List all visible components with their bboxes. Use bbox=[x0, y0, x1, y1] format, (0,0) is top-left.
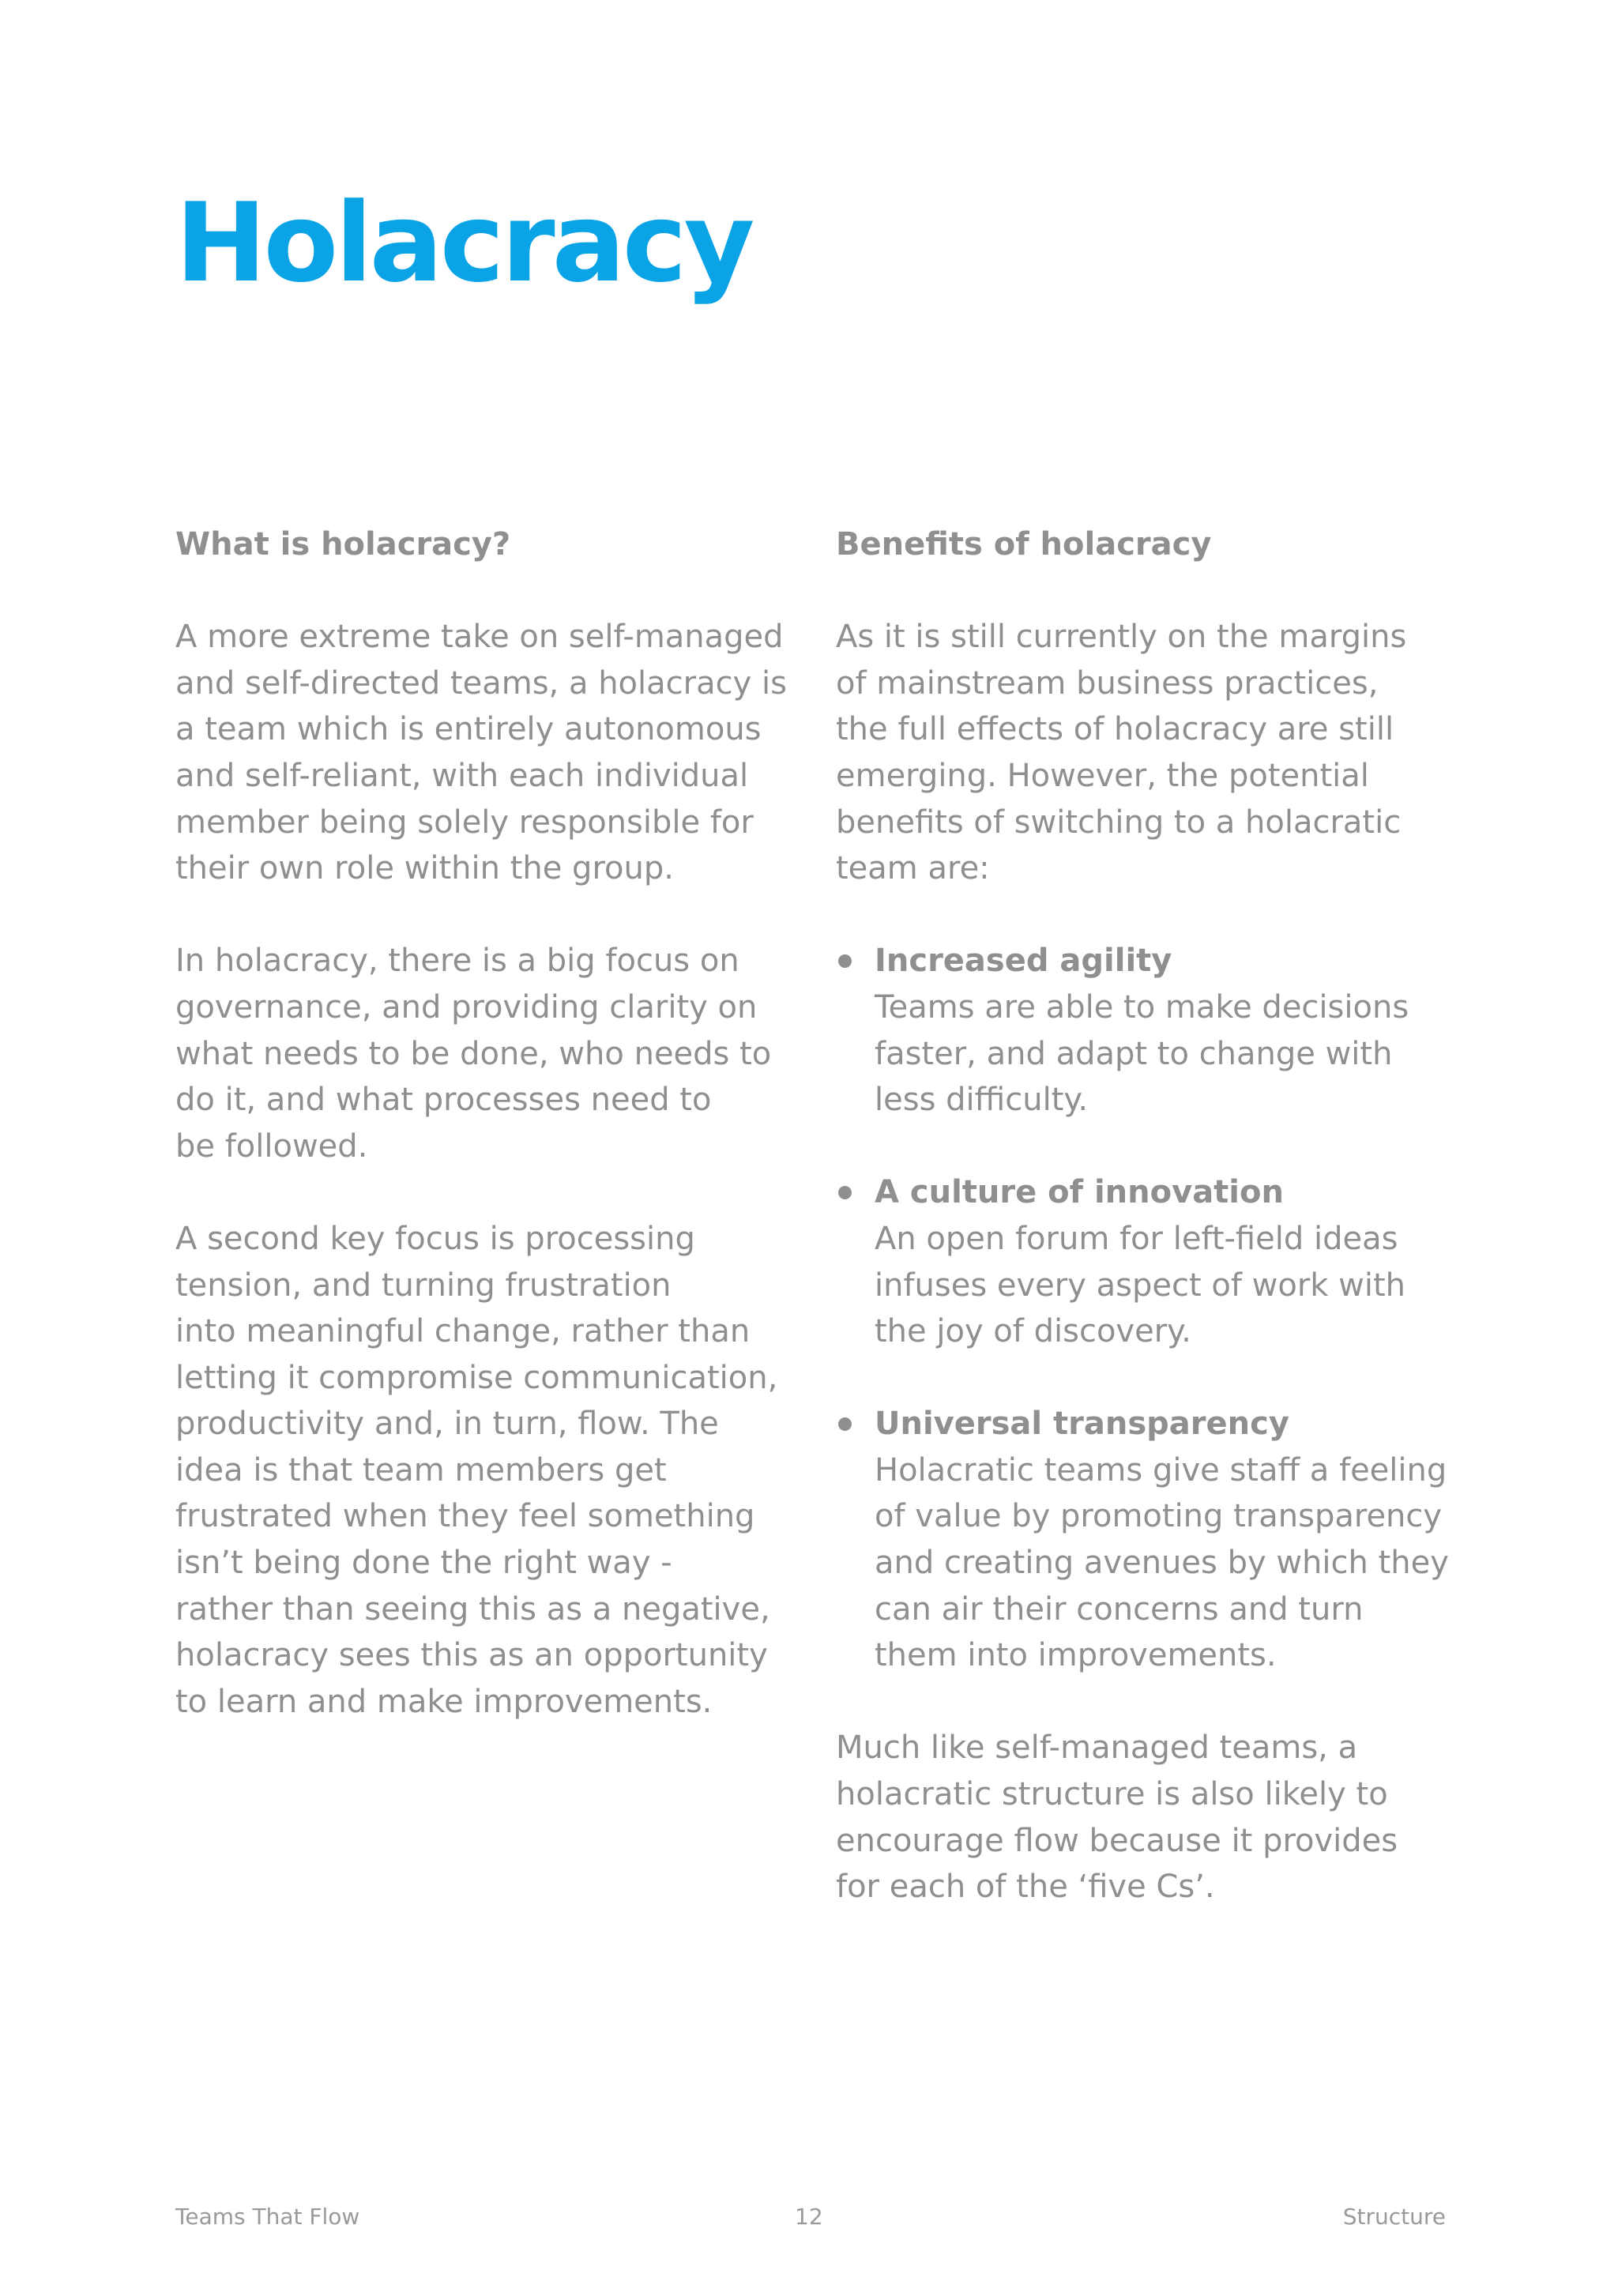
text-line: faster, and adapt to change with bbox=[875, 1035, 1393, 1072]
text-line: member being solely responsible for bbox=[175, 804, 754, 841]
text-line: and self-reliant, with each individual bbox=[175, 757, 749, 794]
text-line: and self-directed teams, a holacracy is bbox=[175, 664, 787, 702]
footer-section-name: Structure bbox=[1342, 2204, 1446, 2230]
text-line: what needs to be done, who needs to bbox=[175, 1035, 772, 1072]
text-line: a team which is entirely autonomous bbox=[175, 711, 762, 748]
list-item-benefit-transparency bbox=[836, 1401, 1460, 1679]
text-line: their own role within the group. bbox=[175, 850, 674, 887]
text-line: Holacratic teams give staff a feeling bbox=[875, 1451, 1447, 1489]
text-line: and creating avenues by which they bbox=[875, 1545, 1449, 1582]
text-line: idea is that team members get bbox=[175, 1451, 667, 1489]
text-line: frustrated when they feel something bbox=[175, 1498, 755, 1535]
text-line: holacracy sees this as an opportunity bbox=[175, 1637, 768, 1674]
list-item-benefit-innovation bbox=[836, 1169, 1460, 1354]
bullet-icon bbox=[838, 954, 852, 968]
text-line: to learn and make improvements. bbox=[175, 1683, 713, 1720]
text-line: encourage flow because it provides bbox=[836, 1822, 1398, 1859]
text-line: benefits of switching to a holacratic bbox=[836, 804, 1402, 841]
benefit-description bbox=[875, 1216, 1460, 1355]
text-line: the full effects of holacracy are still bbox=[836, 711, 1394, 748]
text-line: for each of the ‘five Cs’. bbox=[836, 1869, 1215, 1906]
text-line: into meaningful change, rather than bbox=[175, 1313, 751, 1350]
text-line: emerging. However, the potential bbox=[836, 757, 1369, 794]
text-line: Teams are able to make decisions bbox=[875, 988, 1409, 1026]
paragraph-definition bbox=[175, 614, 800, 892]
section-heading-what-is-holacracy: What is holacracy? bbox=[175, 526, 511, 563]
paragraph-tension bbox=[175, 1216, 800, 1726]
right-column bbox=[836, 521, 1460, 1910]
paragraph-closing bbox=[836, 1725, 1460, 1910]
left-column bbox=[175, 521, 800, 1725]
text-line: the joy of discovery. bbox=[875, 1313, 1191, 1350]
text-line: An open forum for left-field ideas bbox=[875, 1220, 1398, 1257]
footer-document-title: Teams That Flow bbox=[175, 2204, 360, 2230]
text-line: isn’t being done the right way - bbox=[175, 1545, 672, 1582]
paragraph-governance bbox=[175, 938, 800, 1169]
benefits-list bbox=[836, 938, 1460, 1679]
text-line: letting it compromise communication, bbox=[175, 1359, 778, 1396]
text-line: of mainstream business practices, bbox=[836, 664, 1379, 702]
text-line: rather than seeing this as a negative, bbox=[175, 1590, 770, 1628]
text-line: governance, and providing clarity on bbox=[175, 988, 758, 1026]
text-line: productivity and, in turn, flow. The bbox=[175, 1406, 719, 1443]
text-line: As it is still currently on the margins bbox=[836, 619, 1407, 656]
text-line: less difficulty. bbox=[875, 1082, 1089, 1119]
page-title: Holacracy bbox=[175, 179, 752, 307]
footer-page-number: 12 bbox=[795, 2204, 823, 2230]
text-line: A more extreme take on self-managed bbox=[175, 619, 784, 656]
text-line: Much like self-managed teams, a bbox=[836, 1730, 1358, 1767]
text-line: holacratic structure is also likely to bbox=[836, 1776, 1388, 1813]
text-line: them into improvements. bbox=[875, 1637, 1277, 1674]
benefit-title: Increased agility bbox=[875, 943, 1172, 980]
section-heading-benefits: Benefits of holacracy bbox=[836, 526, 1212, 563]
text-line: team are: bbox=[836, 850, 990, 887]
benefit-description bbox=[875, 1447, 1460, 1679]
benefit-title: A culture of innovation bbox=[875, 1174, 1284, 1211]
benefit-description bbox=[875, 984, 1460, 1124]
text-line: can air their concerns and turn bbox=[875, 1590, 1364, 1628]
bullet-icon bbox=[838, 1186, 852, 1199]
benefit-title: Universal transparency bbox=[875, 1406, 1289, 1443]
text-line: In holacracy, there is a big focus on bbox=[175, 943, 739, 980]
bullet-icon bbox=[838, 1417, 852, 1431]
paragraph-benefits-intro bbox=[836, 614, 1460, 892]
text-line: do it, and what processes need to bbox=[175, 1082, 712, 1119]
text-line: A second key focus is processing bbox=[175, 1220, 695, 1257]
text-line: of value by promoting transparency bbox=[875, 1498, 1443, 1535]
text-line: be followed. bbox=[175, 1127, 368, 1165]
text-line: infuses every aspect of work with bbox=[875, 1267, 1406, 1304]
text-line: tension, and turning frustration bbox=[175, 1267, 672, 1304]
list-item-benefit-agility bbox=[836, 938, 1460, 1123]
